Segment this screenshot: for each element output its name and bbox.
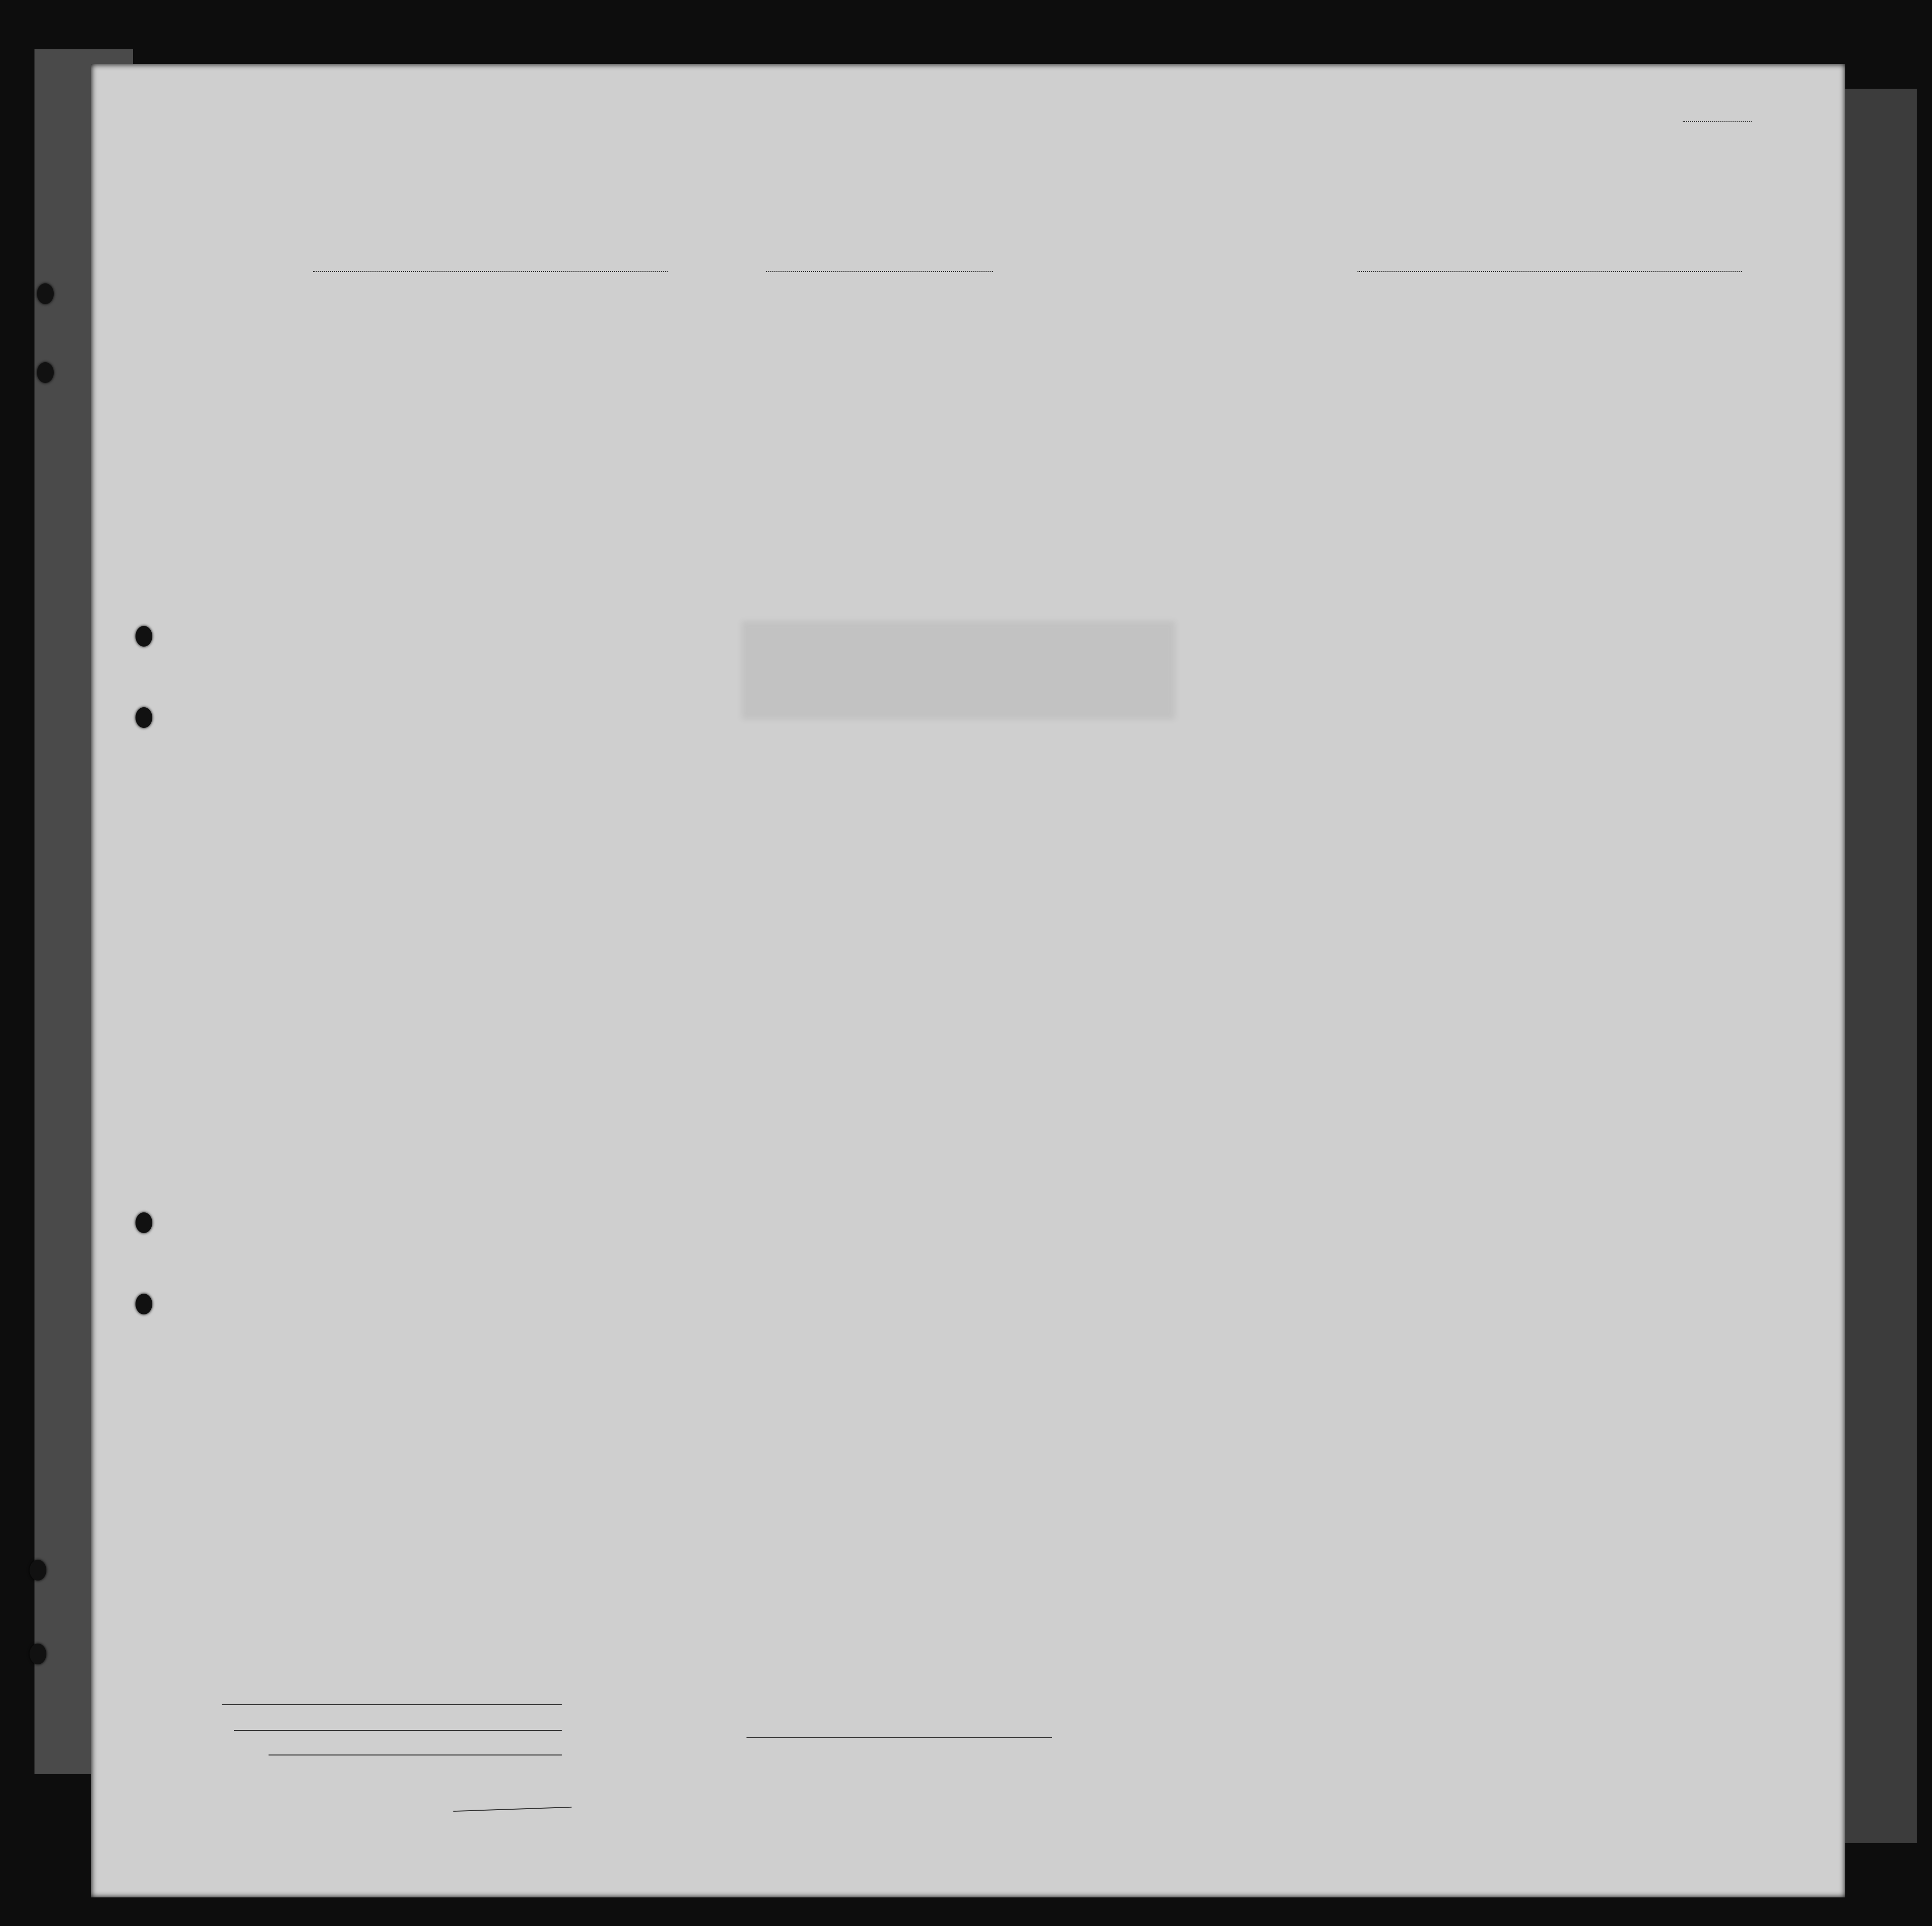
agents-rule: [269, 1754, 562, 1755]
line-rule: [222, 1704, 562, 1705]
binder-hole: [37, 362, 54, 383]
binder-hole: [136, 707, 152, 728]
binder-card-right: [1843, 89, 1917, 1843]
faded-stamp: [742, 621, 1175, 720]
binder-hole: [30, 1644, 46, 1664]
binder-hole: [37, 283, 54, 304]
binder-hole: [136, 626, 152, 647]
binder-hole: [136, 1294, 152, 1314]
manifest-sheet: [91, 64, 1845, 1897]
manifest-grid: [91, 64, 1845, 1897]
owners-rule: [234, 1730, 562, 1731]
inspector-rule: [746, 1737, 1052, 1738]
binder-hole: [136, 1212, 152, 1233]
binder-hole: [30, 1560, 46, 1581]
